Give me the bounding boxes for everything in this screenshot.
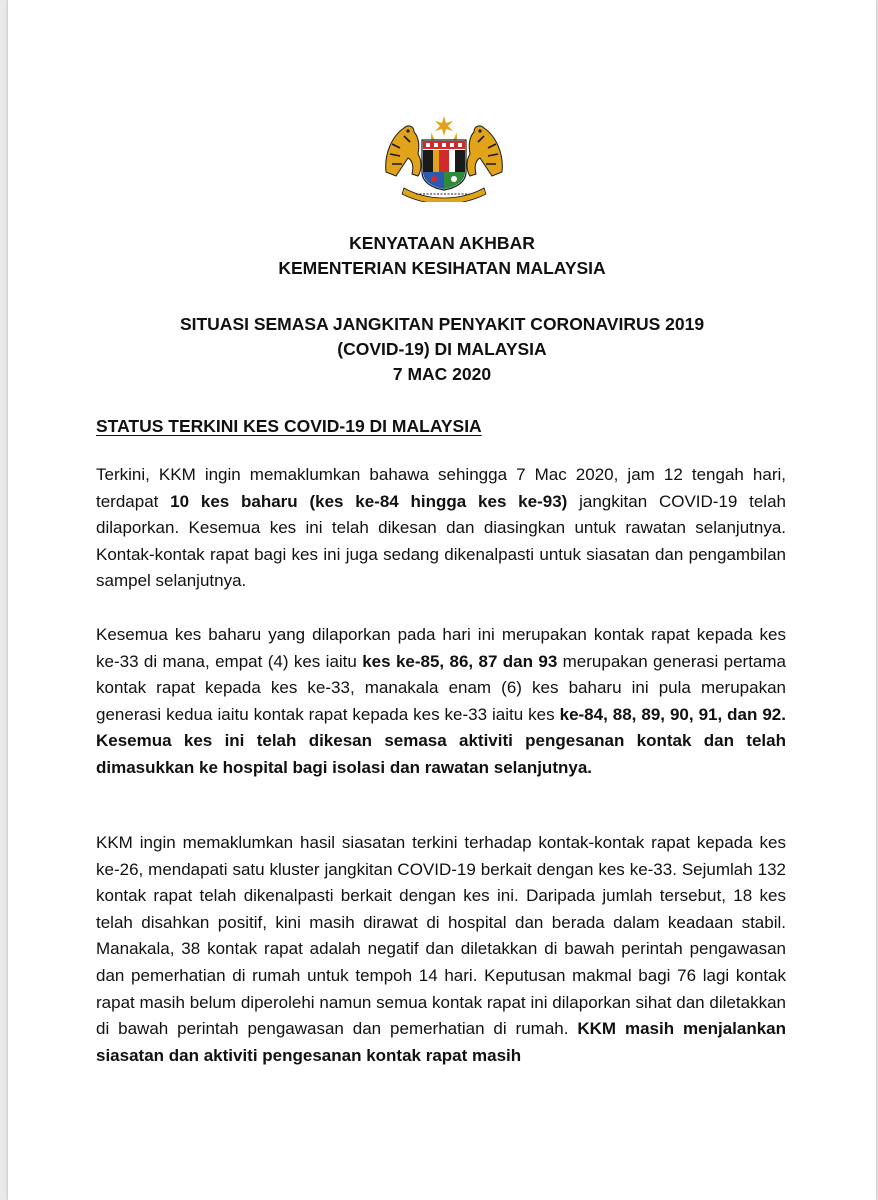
paragraph-2-text-a: Kesemua kes baharu yang dilaporkan pada hari ini merupakan kontak rapat kepada kes ke-33 di mana, empat (4) kes iaitu [96, 625, 786, 671]
paragraph-1-bold-a: 10 kes baharu (kes ke-84 hingga kes ke-93) [170, 491, 568, 511]
document-title [8, 312, 876, 387]
header-line-1: KENYATAAN AKHBAR [349, 233, 535, 253]
title-date: 7 MAC 2020 [392, 364, 492, 384]
paragraph-1-text-b: jangkitan COVID-19 telah dilaporkan. Kesemua kes ini telah dikesan dan diasingkan untuk rawatan selanjutnya. Kontak-kontak rapat bagi kes ini juga sedang dikenalpasti untuk siasatan dan pengambilan sampel selanjutnya. [96, 491, 786, 591]
paragraph-2-bold-b: ke-84, 88, 89, 90, 91, dan 92. Kesemua kes ini telah dikesan semasa aktiviti pengesanan kontak dan telah dimasukkan ke hospital bagi isolasi dan rawatan selanjutnya. [96, 704, 786, 777]
paragraph-3-text-a: KKM ingin memaklumkan hasil siasatan terkini terhadap kontak-kontak rapat kepada kes ke-26, mendapati satu kluster jangkitan COVID-19 berkait dengan kes ke-33. Sejumlah 132 kontak rapat telah dikenalpasti berkait dengan kes ini. Daripada jumlah tersebut, 18 kes telah disahkan positif, kini masih dirawat di hospital dan berada dalam keadaan stabil. Manakala, 38 kontak rapat adalah negatif dan diletakkan di bawah perintah pengawasan dan pemerhatian di rumah untuk tempoh 14 hari. Keputusan makmal bagi 76 lagi kontak rapat masih belum diperolehi namun semua kontak rapat ini dilaporkan sihat dan diletakkan di bawah perintah pengawasan dan pemerhatian di rumah. [96, 833, 786, 1039]
title-line-2: (COVID-19) DI MALAYSIA [337, 339, 547, 359]
section-title: STATUS TERKINI KES COVID-19 DI MALAYSIA [96, 416, 482, 436]
title-line-1: SITUASI SEMASA JANGKITAN PENYAKIT CORONAVIRUS 2019 [179, 314, 705, 334]
paragraph-1-text-a: Terkini, KKM ingin memaklumkan bahawa sehingga 7 Mac 2020, jam 12 tengah hari, terdapat [96, 465, 786, 511]
header-line-2: KEMENTERIAN KESIHATAN MALAYSIA [278, 258, 606, 278]
press-statement-header [8, 231, 876, 281]
paragraph-2-bold-a: kes ke-85, 86, 87 dan 93 [362, 651, 558, 671]
paragraph-1 [96, 462, 786, 595]
paragraph-3 [96, 830, 786, 1069]
paragraph-2-text-b: merupakan generasi pertama kontak rapat kepada kes ke-33, manakala enam (6) kes baharu ini pula merupakan generasi kedua iaitu kontak rapat kepada kes ke-33 iaitu kes [96, 651, 786, 724]
paragraph-2 [96, 622, 786, 782]
document-page [8, 0, 876, 1200]
malaysia-coat-of-arms-icon [382, 114, 506, 202]
paragraph-3-bold-a: KKM masih menjalankan siasatan dan aktiviti pengesanan kontak rapat masih [96, 1019, 787, 1065]
